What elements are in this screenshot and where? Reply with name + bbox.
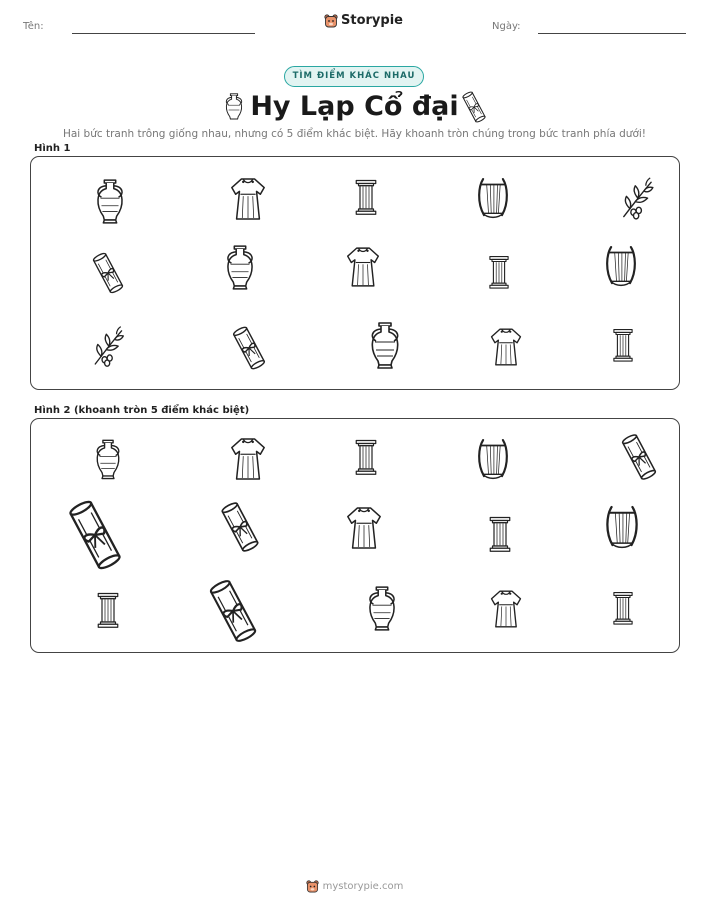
- amphora-icon[interactable]: [91, 435, 125, 483]
- tunic-icon[interactable]: [489, 585, 523, 633]
- olive-icon: [617, 177, 657, 221]
- name-label: Tên:: [23, 21, 44, 32]
- amphora-icon: [365, 319, 405, 371]
- picture-2-label: Hình 2 (khoanh tròn 5 điểm khác biệt): [34, 405, 250, 416]
- title-scroll-icon: [461, 90, 487, 124]
- tunic-icon: [229, 175, 267, 223]
- column-icon: [485, 250, 513, 294]
- tunic-icon: [489, 323, 523, 371]
- column-icon[interactable]: [93, 587, 123, 633]
- lyre-icon[interactable]: [475, 435, 511, 483]
- title-amphora-icon: [222, 91, 246, 123]
- picture-2-panel[interactable]: [30, 418, 680, 653]
- olive-icon: [91, 325, 125, 369]
- scroll-icon[interactable]: [207, 575, 259, 647]
- bear-footer-icon: [306, 880, 319, 893]
- lyre-icon[interactable]: [603, 503, 641, 551]
- amphora-icon: [91, 177, 129, 225]
- tunic-icon: [345, 243, 381, 291]
- date-label: Ngày:: [492, 21, 521, 32]
- scroll-icon[interactable]: [219, 501, 261, 553]
- lyre-icon: [475, 175, 511, 221]
- scroll-icon[interactable]: [65, 499, 125, 571]
- column-icon: [609, 323, 637, 367]
- tunic-icon[interactable]: [229, 435, 267, 483]
- scroll-icon[interactable]: [619, 433, 659, 481]
- date-line: [538, 33, 686, 34]
- scroll-icon: [231, 323, 267, 373]
- bear-logo-icon: [324, 14, 338, 28]
- activity-badge: TÌM ĐIỂM KHÁC NHAU: [284, 66, 424, 87]
- column-icon[interactable]: [609, 585, 637, 631]
- tunic-icon[interactable]: [345, 503, 383, 553]
- storypie-logo: [324, 13, 403, 28]
- amphora-icon[interactable]: [363, 583, 401, 633]
- name-line: [72, 33, 255, 34]
- scroll-icon: [91, 249, 125, 297]
- picture-1-label: Hình 1: [34, 143, 71, 154]
- page-title: Hy Lạp Cổ đại: [250, 91, 459, 122]
- column-icon[interactable]: [351, 435, 381, 479]
- logo-text: Storypie: [341, 13, 403, 28]
- column-icon: [351, 175, 381, 219]
- footer: [0, 880, 709, 893]
- column-icon[interactable]: [485, 511, 515, 557]
- picture-1-panel: [30, 156, 680, 390]
- instructions: Hai bức tranh trông giống nhau, nhưng có 5 điểm khác biệt. Hãy khoanh tròn chúng trong bức tranh phía dưới!: [62, 128, 647, 140]
- footer-url[interactable]: mystorypie.com: [322, 881, 404, 892]
- lyre-icon: [603, 243, 639, 289]
- amphora-icon: [221, 243, 259, 291]
